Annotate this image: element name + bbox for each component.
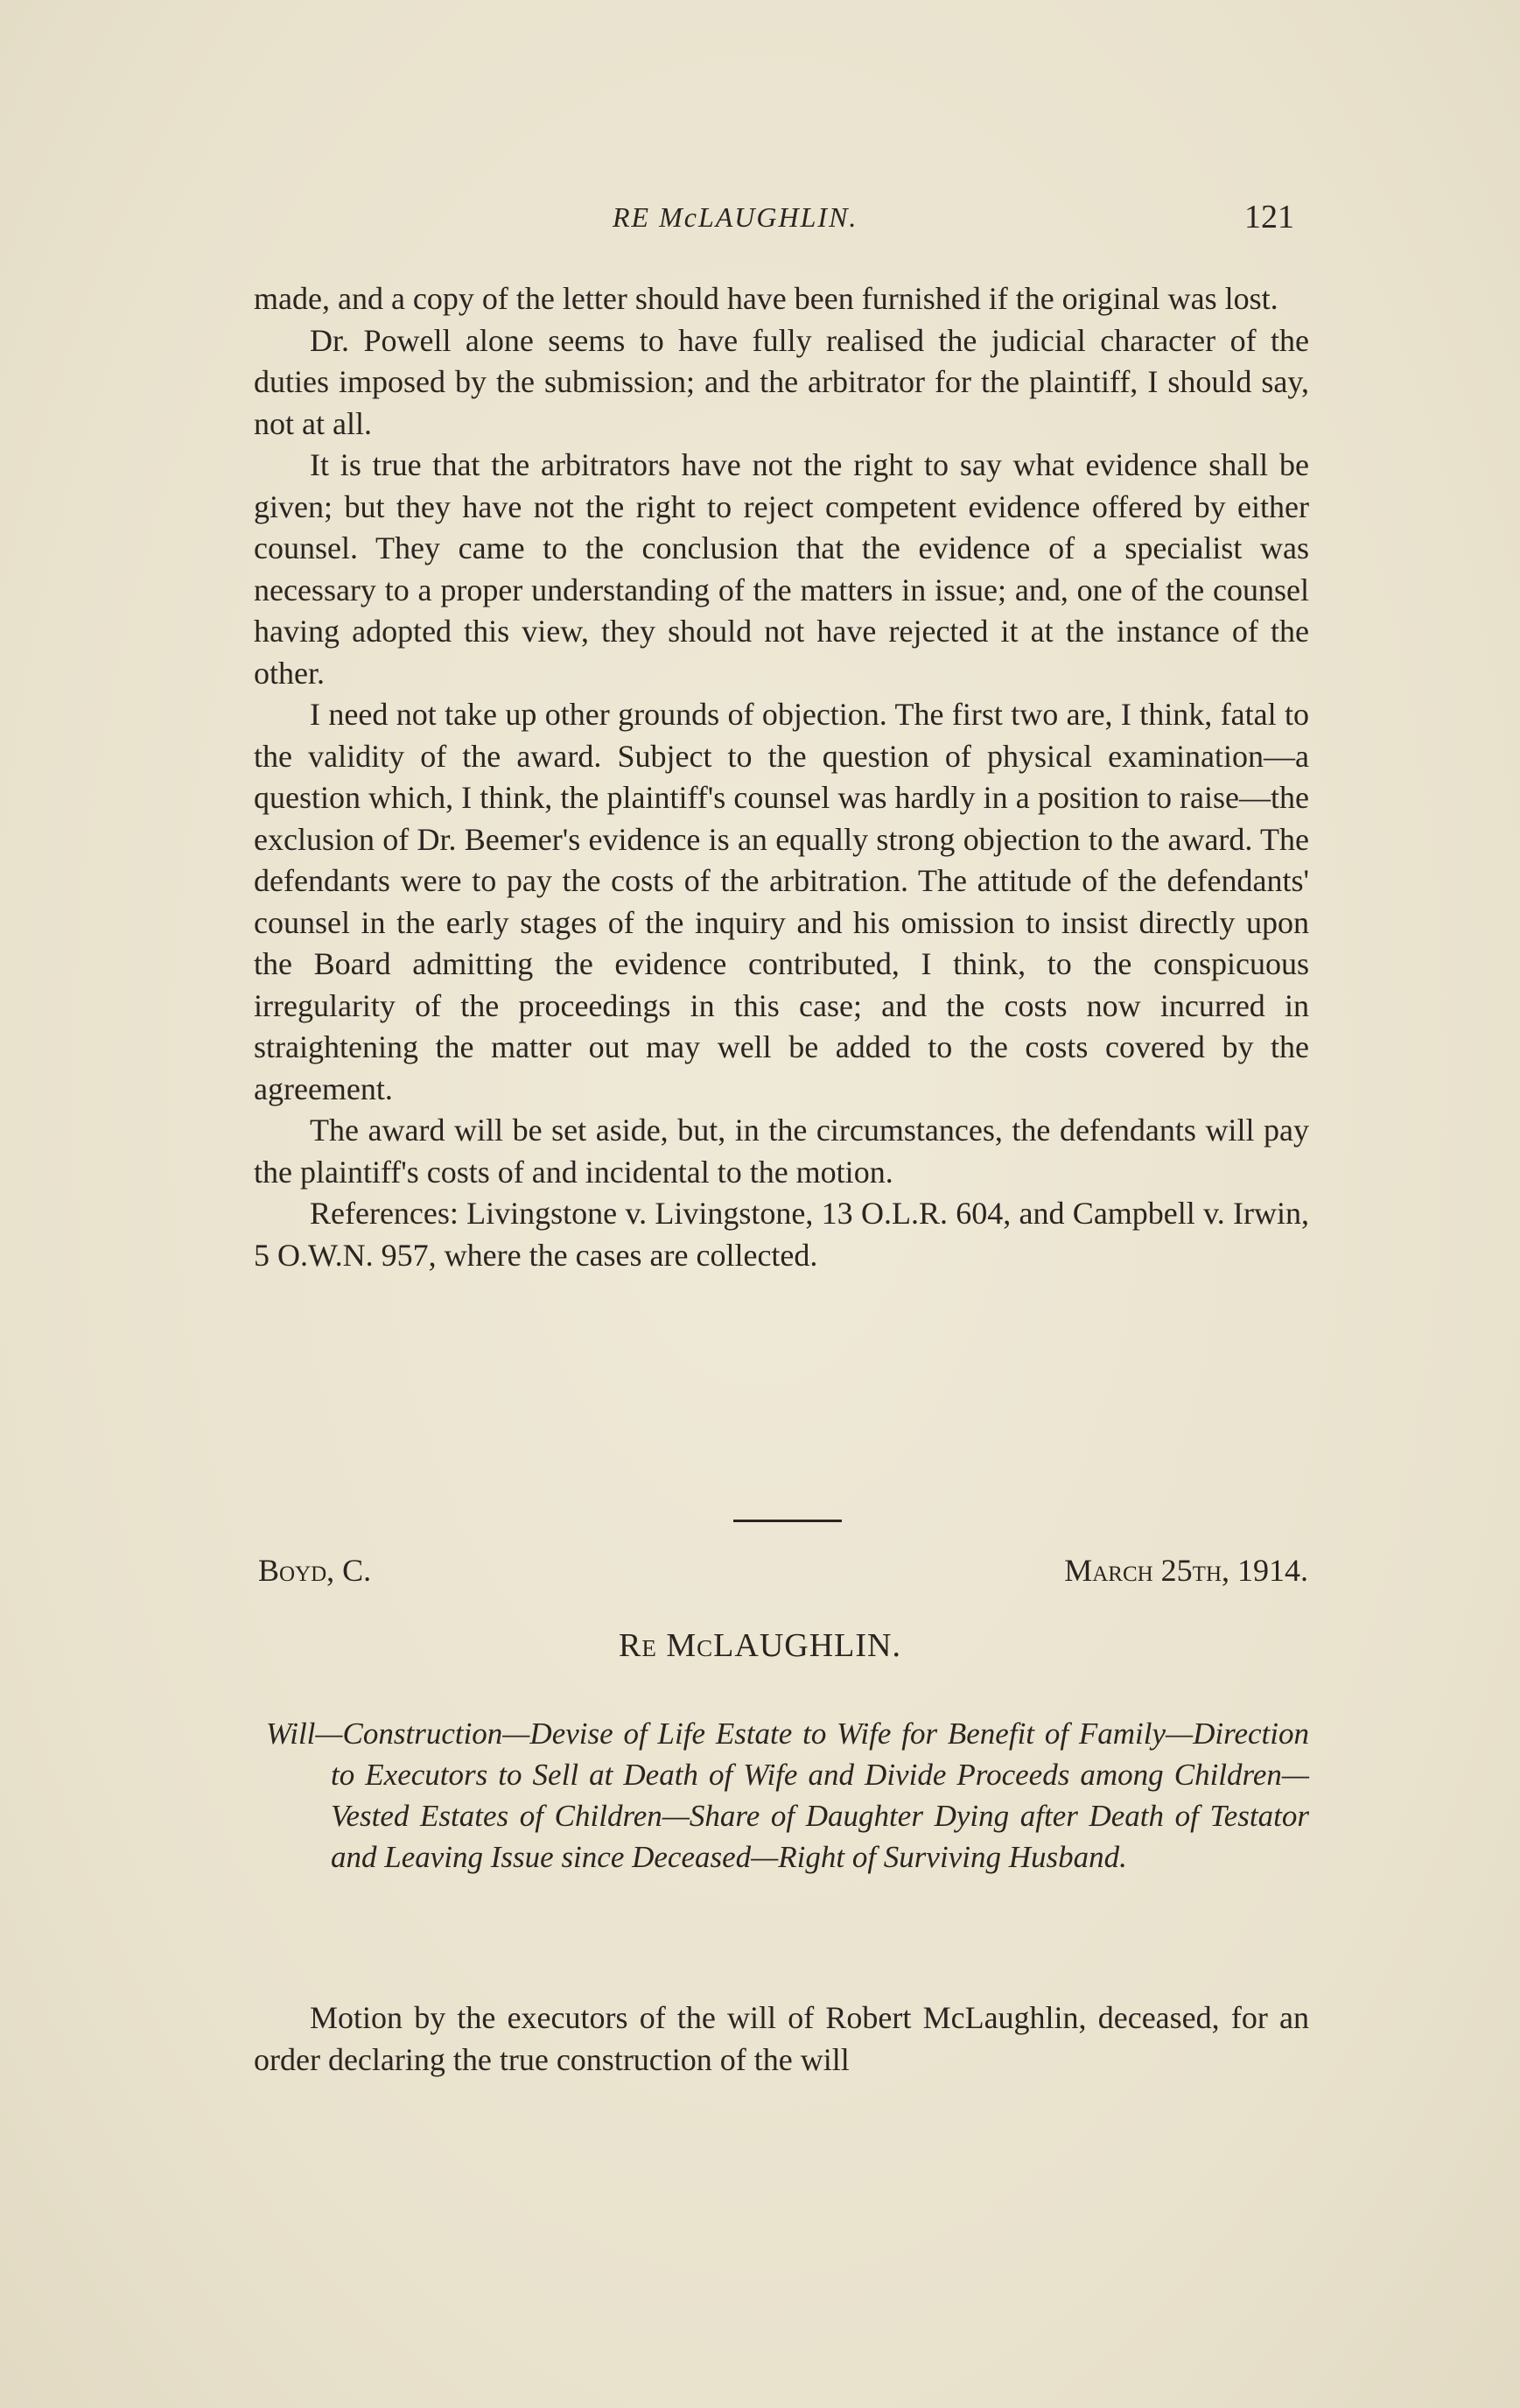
section-divider xyxy=(733,1520,842,1522)
motion-text xyxy=(254,1997,1309,2081)
paragraph-2: Dr. Powell alone seems to have fully realised the judicial character of the duties imposed by the submission; and the arbitrator for the plaintiff, I should say, not at all. xyxy=(254,322,1309,441)
paragraph-1: made, and a copy of the letter should have been furnished if the original was lost. xyxy=(254,281,1278,316)
judge-name: Boyd, C. xyxy=(258,1553,372,1588)
headnote: Will—Construction—Devise of Life Estate to Wife for Benefit of Family—Direction to Executors to Sell at Death of Wife and Divide Proceeds among Children—Vested Estates of Children—Share of Daughter Dying after Death of Testator and Leaving Issue since Deceased—Right of Surviving Husband. xyxy=(266,1716,1309,1874)
judgment-text xyxy=(254,278,1309,1276)
running-title: RE McLAUGHLIN. xyxy=(613,201,858,233)
motion-paragraph: Motion by the executors of the will of Robert McLaughlin, deceased, for an order declaring the true construction of the will xyxy=(254,2000,1309,2077)
paragraph-6: References: Livingstone v. Livingstone, 13 O.L.R. 604, and Campbell v. Irwin, 5 O.W.N. 957, where the cases are collected. xyxy=(254,1196,1309,1273)
running-head xyxy=(0,194,1520,247)
case-title: Re McLAUGHLIN. xyxy=(619,1627,901,1664)
paragraph-3: It is true that the arbitrators have not the right to say what evidence shall be given; but they have not the right to reject competent evidence offered by either counsel. They came to the conclusion that the evidence of a specialist was necessary to a proper understanding of the matters in issue; and, one of the counsel having adopted this view, they should not have rejected it at the instance of the other. xyxy=(254,447,1309,691)
judgment-date: March 25th, 1914. xyxy=(1064,1553,1308,1588)
paragraph-5: The award will be set aside, but, in the circumstances, the defendants will pay the plaintiff's costs of and incidental to the motion. xyxy=(254,1113,1309,1190)
page-number: 121 xyxy=(1244,199,1294,235)
paragraph-4: I need not take up other grounds of objection. The first two are, I think, fatal to the validity of the award. Subject to the question of physical examination—a question which, I think, the plaintiff's counsel was hardly in a position to raise—the exclusion of Dr. Beemer's evidence is an equally strong objection to the award. The defendants were to pay the costs of the arbitration. The attitude of the defendants' counsel in the early stages of the inquiry and his omission to insist directly upon the Board admitting the evidence contributed, I think, to the conspicuous irregularity of the proceedings in this case; and the costs now incurred in straightening the matter out may well be added to the costs covered by the agreement. xyxy=(254,697,1309,1106)
case-heading-line xyxy=(258,1552,1308,1594)
